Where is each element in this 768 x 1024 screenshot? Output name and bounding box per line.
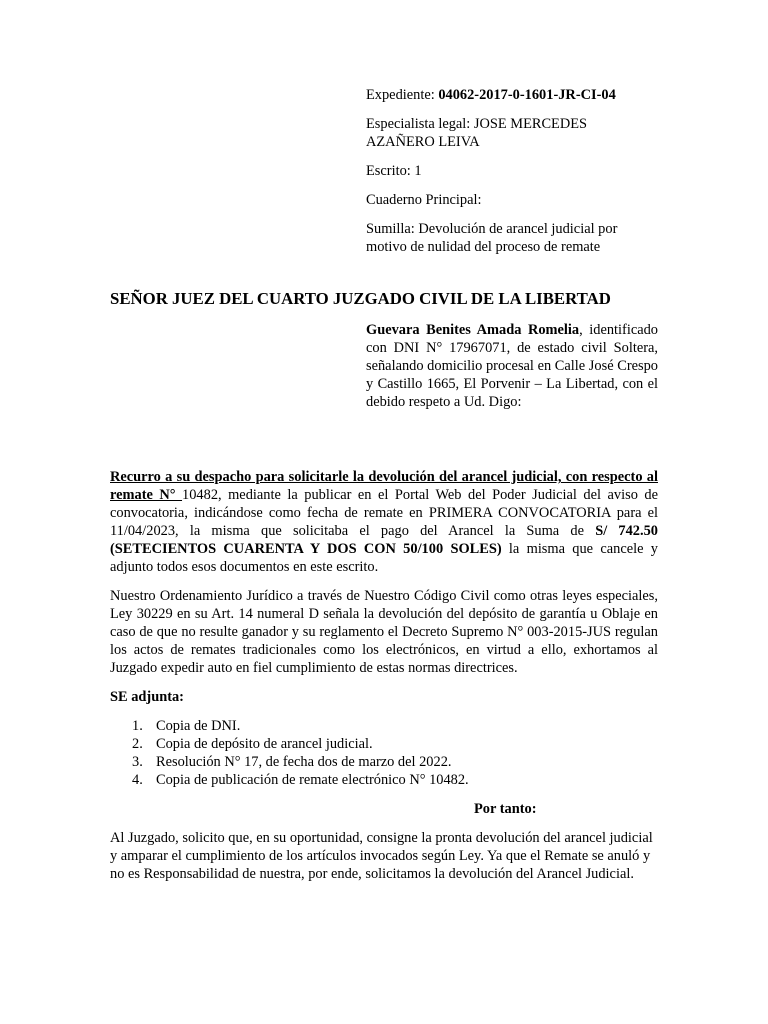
expediente-line xyxy=(366,86,658,104)
remate-number: 10482 xyxy=(182,487,219,503)
especialista-line: Especialista legal: JOSE MERCEDES AZAÑERO LEIVA xyxy=(366,116,588,150)
escrito-line: Escrito: 1 xyxy=(366,163,422,179)
list-item xyxy=(110,753,658,771)
request-amount: S/ 742.50 (SETECIENTOS CUARENTA Y DOS CON 50/100 SOLES) xyxy=(110,523,658,557)
request-text-a: , mediante la publicar en el Portal Web del Poder Judicial del aviso de convocatoria, indicándose como fecha de remate en PRIMERA CONVOCATORIA para el 11/04/2023, la misma que solicitaba el pago del Arancel la Suma de xyxy=(110,487,658,539)
request-text-b: la misma que cancele y adjunto todos esos documentos en este escrito. xyxy=(110,541,658,575)
case-header xyxy=(366,86,658,267)
document-title: SEÑOR JUEZ DEL CUARTO JUZGADO CIVIL DE LA LIBERTAD xyxy=(110,289,611,308)
list-item-number: 4. xyxy=(132,772,143,788)
attachments-title: SE adjunta: xyxy=(110,689,184,705)
document-body xyxy=(110,468,658,894)
por-tanto-heading: Por tanto: xyxy=(474,801,537,817)
expediente-label: Expediente: xyxy=(366,87,439,103)
list-item xyxy=(110,735,658,753)
list-item-text: Copia de depósito de arancel judicial. xyxy=(156,736,373,752)
paragraph-legal-basis: Nuestro Ordenamiento Jurídico a través de Nuestro Código Civil como otras leyes especiales, Ley 30229 en su Art. 14 numeral D señala la devolución del depósito de garantía u Oblaje en caso de que no resulte ganador y su reglamento el Decreto Supremo N° 003-2015-JUS regulan los actos de remates tradicionales como los electrónicos, en virtud a ello, exhortamos al Juzgado expedir auto en fiel cumplimiento de estas normas directrices. xyxy=(110,588,658,676)
petitioner-name: Guevara Benites Amada Romelia xyxy=(366,322,580,338)
request-heading: Recurro a su despacho para solicitarle la devolución del arancel judicial, con respecto al remate N° xyxy=(110,469,658,503)
expediente-number: 04062-2017-0-1601-JR-CI-04 xyxy=(438,87,616,103)
list-item-number: 1. xyxy=(132,718,143,734)
petitioner-details: , identificado con DNI N° 17967071, de estado civil Soltera, señalando domicilio procesal en Calle José Crespo y Castillo 1665, El Porvenir – La Libertad, con el debido respeto a Ud. Digo: xyxy=(366,322,658,410)
attachments-list xyxy=(110,717,658,789)
list-item-number: 2. xyxy=(132,736,143,752)
list-item-text: Copia de publicación de remate electrónico N° 10482. xyxy=(156,772,469,788)
list-item xyxy=(110,717,658,735)
closing-paragraph: Al Juzgado, solicito que, en su oportunidad, consigne la pronta devolución del arancel judicial y amparar el cumplimiento de los artículos invocados según Ley. Ya que el Remate se anuló y no es Responsabilidad de nuestra, por ende, solicitamos la devolución del Arancel Judicial. xyxy=(110,830,653,882)
list-item-text: Copia de DNI. xyxy=(156,718,241,734)
petitioner-intro xyxy=(366,321,658,411)
sumilla-line: Sumilla: Devolución de arancel judicial por motivo de nulidad del proceso de remate xyxy=(366,221,618,255)
paragraph-request xyxy=(110,468,658,576)
list-item-number: 3. xyxy=(132,754,143,770)
cuaderno-line: Cuaderno Principal: xyxy=(366,192,482,208)
list-item xyxy=(110,771,658,789)
list-item-text: Resolución N° 17, de fecha dos de marzo del 2022. xyxy=(156,754,452,770)
